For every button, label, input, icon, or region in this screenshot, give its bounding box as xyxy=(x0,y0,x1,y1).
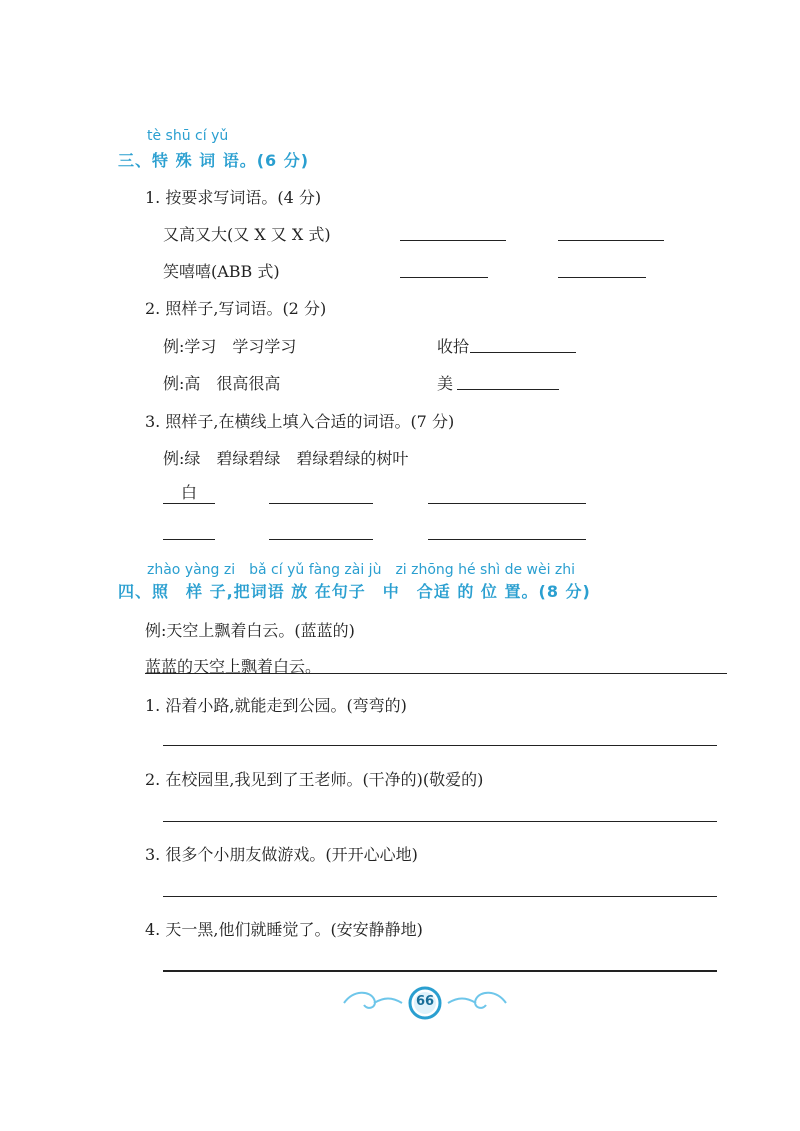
q3-given-word: 白 xyxy=(163,483,215,504)
answer-blank[interactable] xyxy=(269,503,373,504)
q1-item-1: 又高又大(又 X 又 X 式) xyxy=(163,225,331,244)
answer-line[interactable] xyxy=(163,896,717,897)
q2-task-1: 收拾 xyxy=(437,337,470,356)
answer-line[interactable] xyxy=(163,821,717,822)
page-number-ornament xyxy=(340,985,510,1021)
q1-title: 1. 按要求写词语。(4 分) xyxy=(145,188,322,207)
section4-item-3: 3. 很多个小朋友做游戏。(开开心心地) xyxy=(145,845,418,864)
section4-item-2: 2. 在校园里,我见到了王老师。(干净的)(敬爱的) xyxy=(145,770,484,789)
q2-title: 2. 照样子,写词语。(2 分) xyxy=(145,299,327,318)
section4-pinyin: zhào yàng zi bǎ cí yǔ fàng zài jù zi zhōng hé shì de wèi zhi xyxy=(147,562,576,578)
section3-heading: 三、特 殊 词 语。(6 分) xyxy=(118,151,310,170)
answer-blank[interactable] xyxy=(269,539,373,540)
section4-heading: 四、照 样 子,把词语 放 在句子 中 合适 的 位 置。(8 分) xyxy=(118,582,591,601)
q3-title: 3. 照样子,在横线上填入合适的词语。(7 分) xyxy=(145,412,455,431)
answer-blank[interactable] xyxy=(428,503,586,504)
q3-example: 例:绿 碧绿碧绿 碧绿碧绿的树叶 xyxy=(163,449,409,468)
section4-item-1: 1. 沿着小路,就能走到公园。(弯弯的) xyxy=(145,696,407,715)
answer-blank[interactable] xyxy=(558,240,664,241)
answer-blank[interactable] xyxy=(428,539,586,540)
q2-example-1: 例:学习 学习学习 xyxy=(163,337,297,356)
section4-item-4: 4. 天一黑,他们就睡觉了。(安安静静地) xyxy=(145,920,423,939)
q2-task-2: 美 xyxy=(437,374,454,393)
answer-blank[interactable] xyxy=(400,240,506,241)
answer-line[interactable] xyxy=(163,970,717,972)
q1-item-2: 笑嘻嘻(ABB 式) xyxy=(163,262,280,281)
q2-example-2: 例:高 很高很高 xyxy=(163,374,281,393)
answer-line[interactable] xyxy=(163,745,717,746)
page-number: 66 xyxy=(415,994,435,1009)
example-answer-line xyxy=(145,673,727,674)
answer-blank[interactable] xyxy=(457,389,559,390)
answer-blank[interactable] xyxy=(558,277,646,278)
section4-example-answer: 蓝蓝的天空上飘着白云。 xyxy=(145,657,322,676)
answer-blank[interactable] xyxy=(163,539,215,540)
section3-pinyin: tè shū cí yǔ xyxy=(147,128,229,144)
section4-example-line: 例:天空上飘着白云。(蓝蓝的) xyxy=(145,621,355,640)
answer-blank[interactable] xyxy=(400,277,488,278)
answer-blank[interactable] xyxy=(470,352,576,353)
